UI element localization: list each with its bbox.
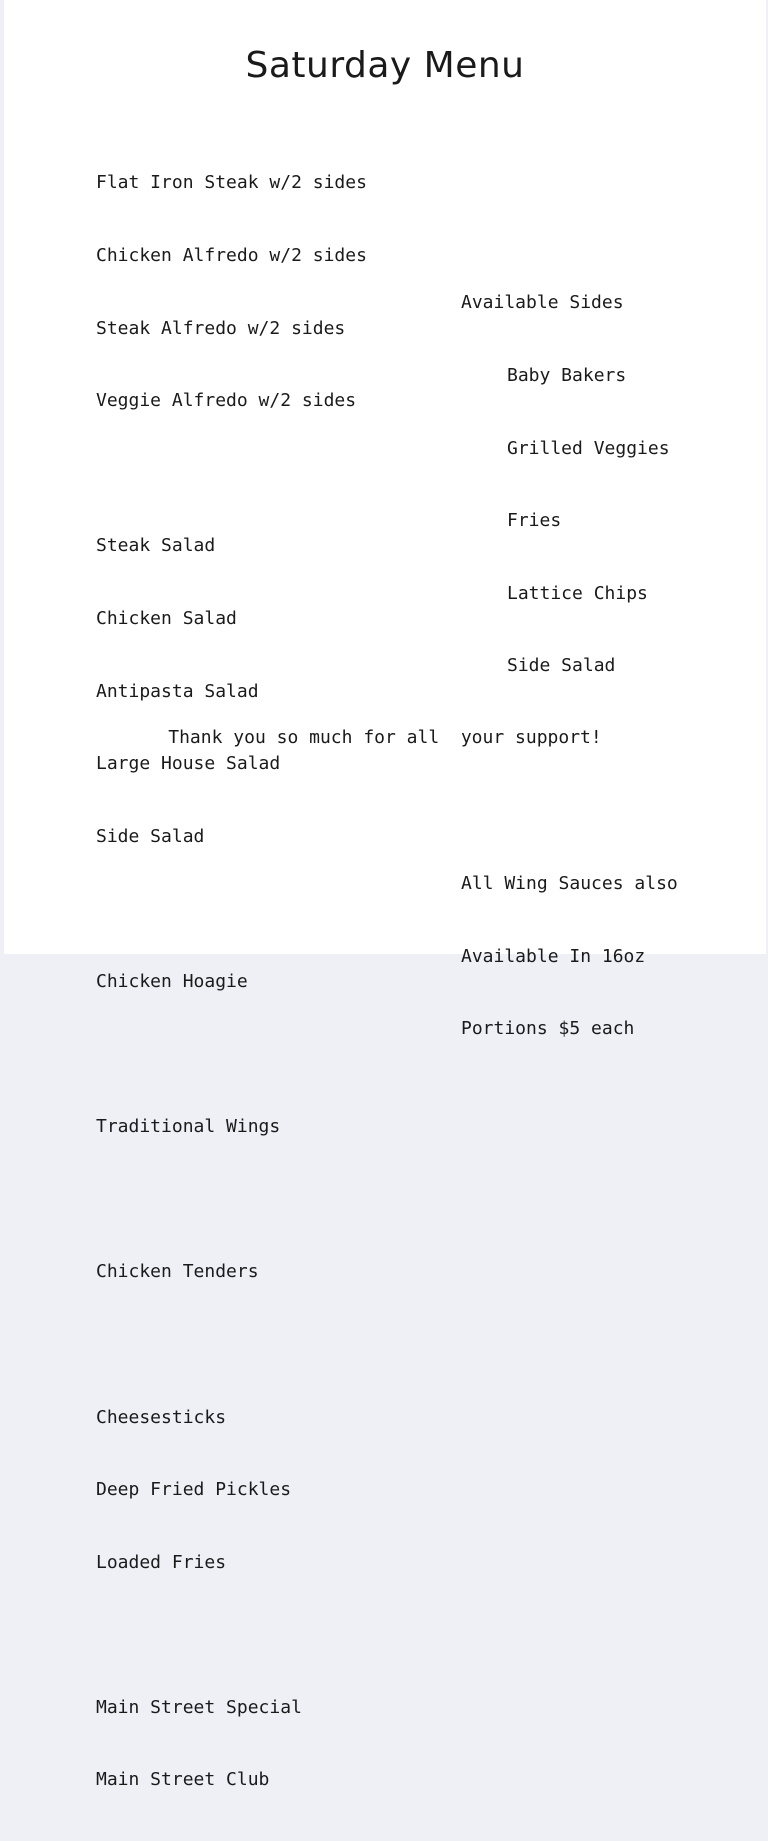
menu-item: Traditional Wings bbox=[96, 1116, 281, 1138]
side-item: Grilled Veggies bbox=[507, 437, 670, 459]
spacer bbox=[96, 1188, 367, 1212]
menu-item: Chicken Hoagie bbox=[96, 970, 248, 992]
menu-item: Cheesesticks bbox=[96, 1406, 227, 1428]
menu-item: Deep Fried Pickles bbox=[96, 1479, 292, 1501]
wing-note-line: Portions $5 each bbox=[461, 1018, 635, 1040]
sides-heading: Available Sides bbox=[461, 292, 624, 314]
spacer bbox=[461, 800, 678, 824]
wing-note-line: All Wing Sauces also bbox=[461, 873, 678, 895]
menu-title: Saturday Menu bbox=[245, 45, 525, 86]
menu-item: Large House Salad bbox=[96, 753, 281, 775]
wing-note-line: Available In 16oz bbox=[461, 945, 646, 967]
menu-item: Chicken Salad bbox=[96, 607, 237, 629]
menu-item: Main Street Club bbox=[96, 1769, 270, 1791]
menu-item: Chicken Tenders bbox=[96, 1261, 259, 1283]
menu-item: Chicken Alfredo w/2 sides bbox=[96, 245, 367, 266]
spacer bbox=[96, 462, 367, 486]
spacer bbox=[96, 1623, 367, 1647]
menu-item: Flat Iron Steak w/2 sides bbox=[96, 172, 367, 194]
spacer bbox=[96, 1043, 367, 1067]
spacer bbox=[96, 1333, 367, 1357]
menu-item: Main Street Special bbox=[96, 1696, 302, 1718]
side-item: Side Salad bbox=[507, 655, 616, 677]
thank-you-note: Thank you so much for all your support! bbox=[168, 727, 602, 748]
menu-item: Side Salad bbox=[96, 825, 205, 847]
menu-item: Veggie Alfredo w/2 sides bbox=[96, 390, 357, 412]
menu-item: Loaded Fries bbox=[96, 1551, 227, 1573]
menu-item: Antipasta Salad bbox=[96, 680, 259, 702]
menu-left-column bbox=[96, 123, 367, 1841]
spacer bbox=[96, 897, 367, 921]
side-item: Lattice Chips bbox=[507, 582, 648, 604]
menu-page bbox=[4, 0, 766, 1791]
side-item: Fries bbox=[507, 510, 562, 532]
side-item: Baby Bakers bbox=[507, 365, 627, 386]
menu-right-column bbox=[461, 243, 678, 1090]
menu-item: Steak Salad bbox=[96, 535, 216, 557]
menu-item: Steak Alfredo w/2 sides bbox=[96, 317, 346, 339]
